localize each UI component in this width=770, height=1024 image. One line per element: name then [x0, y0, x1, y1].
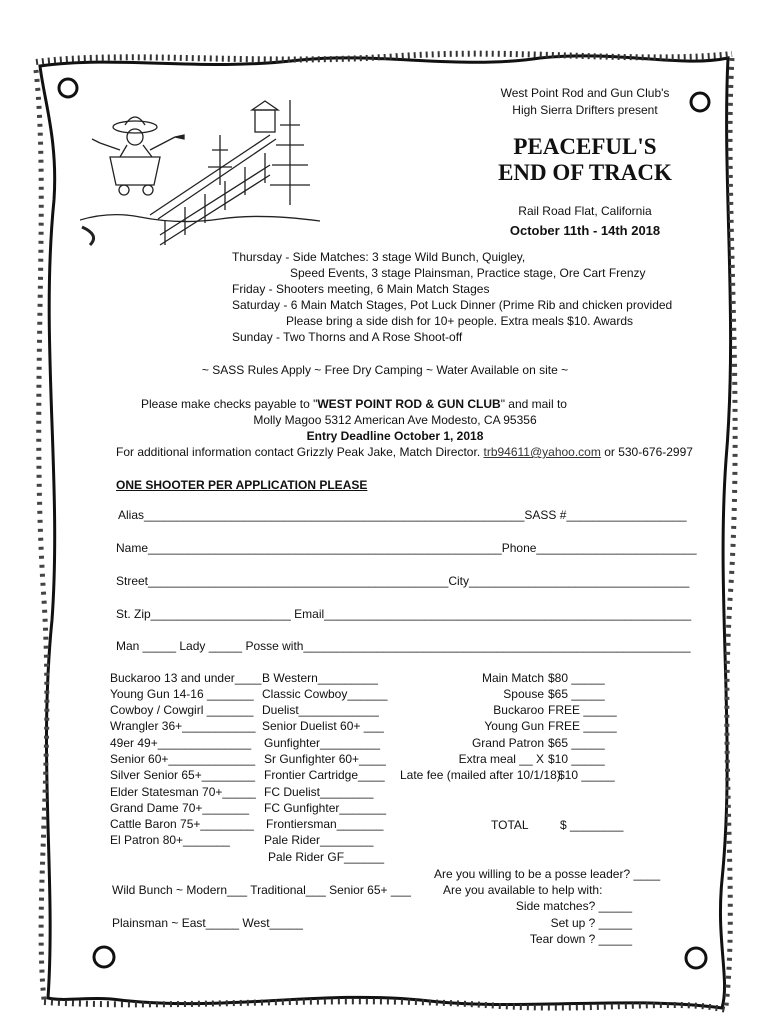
fee-amount[interactable]: $65 _____ — [548, 687, 605, 701]
help-question: Are you available to help with: — [443, 883, 603, 897]
category-item[interactable]: Frontiersman_______ — [266, 817, 384, 831]
category-item[interactable]: El Patron 80+_______ — [110, 833, 230, 847]
category-item[interactable]: Pale Rider________ — [264, 833, 374, 847]
form-heading: ONE SHOOTER PER APPLICATION PLEASE — [116, 478, 368, 492]
category-item[interactable]: Grand Dame 70+_______ — [110, 801, 250, 815]
fee-amount[interactable]: $10 _____ — [558, 768, 615, 782]
fee-label: Extra meal __ X — [458, 752, 544, 766]
category-item[interactable]: Gunfighter_________ — [264, 736, 381, 750]
presenter-line-1: West Point Rod and Gun Club's — [500, 86, 670, 100]
category-item[interactable]: Classic Cowboy______ — [262, 687, 388, 701]
club-name: WEST POINT ROD & GUN CLUB — [317, 397, 501, 411]
fee-label: Main Match — [481, 671, 544, 685]
fee-amount[interactable]: $10 _____ — [548, 752, 605, 766]
schedule-line: Saturday - 6 Main Match Stages, Pot Luck Dinner (Prime Rib and chicken provided — [232, 298, 673, 312]
email-link[interactable]: trb94611@yahoo.com — [483, 445, 601, 459]
zip-email-field[interactable]: St. Zip_____________________ Email_______________________________________________________ — [116, 607, 692, 621]
fee-label: Spouse — [503, 687, 544, 701]
category-item[interactable]: Cowboy / Cowgirl _______ — [110, 703, 254, 717]
category-item[interactable]: Young Gun 14-16 _______ — [110, 687, 254, 701]
posse-leader-question[interactable]: Are you willing to be a posse leader? ____ — [434, 867, 661, 881]
setup-question[interactable]: Set up ? _____ — [550, 916, 632, 930]
fee-label: Young Gun — [484, 719, 544, 733]
fee-amount[interactable]: $80 _____ — [548, 671, 605, 685]
side-matches-question[interactable]: Side matches? _____ — [515, 899, 632, 913]
fee-amount[interactable]: $65 _____ — [548, 736, 605, 750]
category-item[interactable]: 49er 49+______________ — [110, 736, 252, 750]
payment-line — [141, 397, 567, 411]
category-item[interactable]: Silver Senior 65+________ — [110, 768, 256, 782]
presenter-line-2: High Sierra Drifters present — [512, 103, 658, 117]
category-item[interactable]: Duelist____________ — [262, 703, 379, 717]
teardown-question[interactable]: Tear down ? _____ — [529, 932, 632, 946]
category-item[interactable]: FC Duelist________ — [264, 785, 374, 799]
gender-posse-field[interactable]: Man _____ Lady _____ Posse with__________________________________________________________ — [116, 639, 691, 653]
category-item[interactable]: Sr Gunfighter 60+____ — [264, 752, 386, 766]
category-item[interactable]: FC Gunfighter_______ — [264, 801, 387, 815]
entry-deadline: Entry Deadline October 1, 2018 — [306, 429, 484, 443]
schedule-line: Friday - Shooters meeting, 6 Main Match Stages — [232, 282, 490, 296]
fee-amount[interactable]: FREE _____ — [548, 719, 617, 733]
fee-label: Late fee (mailed after 10/1/18) — [400, 768, 561, 782]
event-title-line-2: END OF TRACK — [498, 160, 672, 185]
mailing-address: Molly Magoo 5312 American Ave Modesto, CA 95356 — [253, 413, 537, 427]
payment-suffix: " and mail to — [500, 397, 567, 411]
fee-label: Grand Patron — [471, 736, 544, 750]
category-item[interactable]: Pale Rider GF______ — [268, 850, 385, 864]
alias-sass-field[interactable]: Alias_________________________________________________________SASS #__________________ — [118, 508, 687, 522]
event-location: Rail Road Flat, California — [518, 204, 652, 218]
schedule-line: Speed Events, 3 stage Plainsman, Practice stage, Ore Cart Frenzy — [290, 266, 646, 280]
street-city-field[interactable]: Street_____________________________________________City_________________________________ — [116, 574, 690, 588]
total-label: TOTAL — [491, 818, 529, 832]
total-amount[interactable]: $ ________ — [560, 818, 624, 832]
category-item[interactable]: Elder Statesman 70+_____ — [110, 785, 256, 799]
plainsman-options[interactable]: Plainsman ~ East_____ West_____ — [112, 916, 303, 930]
event-dates: October 11th - 14th 2018 — [509, 223, 661, 238]
category-item[interactable]: Frontier Cartridge____ — [264, 768, 385, 782]
wild-bunch-options[interactable]: Wild Bunch ~ Modern___ Traditional___ Senior 65+ ___ — [112, 883, 411, 897]
name-phone-field[interactable]: Name_____________________________________________________Phone________________________ — [116, 541, 697, 555]
schedule-line: Sunday - Two Thorns and A Rose Shoot-off — [232, 330, 463, 344]
category-item[interactable]: Cattle Baron 75+________ — [110, 817, 254, 831]
contact-prefix: For additional information contact Grizzly Peak Jake, Match Director. — [116, 445, 484, 459]
category-item[interactable]: Wrangler 36+___________ — [110, 719, 256, 733]
schedule-line: Please bring a side dish for 10+ people. Extra meals $10. Awards — [286, 314, 633, 328]
category-item[interactable]: Buckaroo 13 and under____ — [110, 671, 262, 685]
category-item[interactable]: B Western_________ — [262, 671, 378, 685]
contact-phone: or 530-676-2997 — [600, 445, 693, 459]
category-item[interactable]: Senior Duelist 60+ ___ — [262, 719, 384, 733]
event-title-line-1: PEACEFUL'S — [513, 134, 657, 159]
fee-label: Buckaroo — [493, 703, 544, 717]
contact-line — [116, 445, 693, 459]
ore-cart-cowboy-illustration — [80, 95, 330, 255]
fee-amount[interactable]: FREE _____ — [548, 703, 617, 717]
schedule-line: Thursday - Side Matches: 3 stage Wild Bunch, Quigley, — [232, 250, 526, 264]
payment-prefix: Please make checks payable to " — [141, 397, 318, 411]
category-item[interactable]: Senior 60+_____________ — [110, 752, 256, 766]
rules-line: ~ SASS Rules Apply ~ Free Dry Camping ~ Water Available on site ~ — [201, 363, 569, 377]
